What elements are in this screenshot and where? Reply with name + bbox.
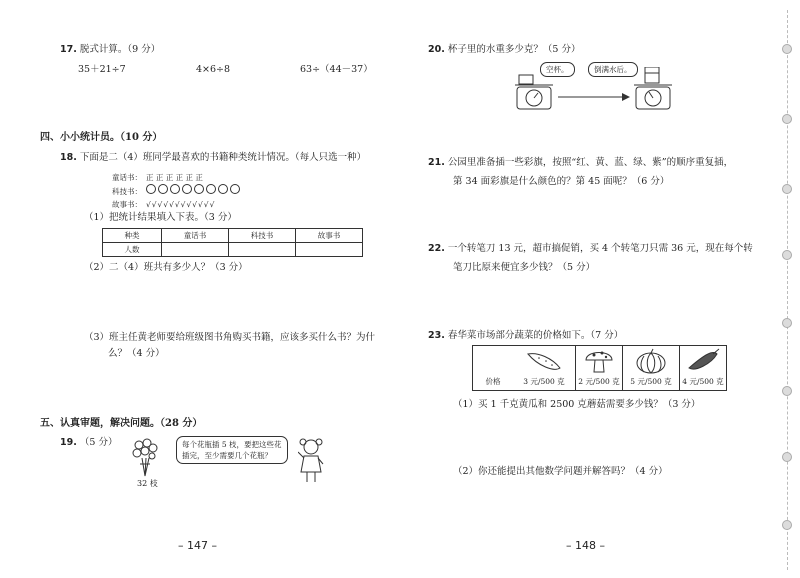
circle-icon	[170, 184, 180, 194]
q18-title-row	[60, 152, 366, 164]
speech-bubble	[176, 436, 288, 464]
circle-icon	[158, 184, 168, 194]
circle-icon	[206, 184, 216, 194]
q18-sub2: （2）二（4）班共有多少人？（3 分）	[84, 262, 248, 273]
q21-line1-row	[428, 157, 733, 169]
q20-title-row	[428, 44, 580, 56]
punch-hole-icon	[782, 318, 792, 328]
page-number: – 147 –	[178, 539, 217, 552]
bubble-line: 插完，至少需要几个花瓶？	[182, 451, 272, 460]
stat-table	[102, 228, 363, 257]
girl-icon	[298, 438, 324, 484]
section5-title: 五、认真审题，解决问题。（28 分）	[40, 418, 203, 429]
q17-expr2: 4×6÷8	[196, 64, 231, 75]
tally-label: 童话书：	[112, 173, 142, 182]
circle-icon	[218, 184, 228, 194]
table-header: 科技书	[229, 229, 296, 243]
q22-line2: 笔刀比原来便宜多少钱？（5 分）	[453, 262, 596, 273]
price-value: 2 元/500 克	[578, 377, 620, 386]
q18-sub3-line1: （3）班主任黄老师要给班级图书角购买书籍，应该多买什么书？为什	[84, 332, 376, 343]
q22-line1: 一个转笔刀 13 元，超市搞促销，买 4 个转笔刀只需 36 元，现在每个转	[447, 243, 753, 254]
tally-marks	[112, 171, 242, 211]
vegetable-cell	[680, 346, 727, 391]
answer-cell[interactable]	[296, 243, 363, 257]
answer-cell[interactable]	[162, 243, 229, 257]
q23-sub1: （1）买 1 千克黄瓜和 2500 克蘑菇需要多少钱？（3 分）	[453, 399, 701, 410]
vegetable-price-table	[472, 345, 727, 391]
punch-hole-icon	[782, 184, 792, 194]
q19-title-row	[60, 437, 117, 449]
tally-row-fairy-tales	[112, 171, 242, 184]
q17-number: 17.	[60, 44, 77, 55]
table-row-label: 人数	[103, 243, 162, 257]
circle-icon	[182, 184, 192, 194]
punch-hole-icon	[782, 452, 792, 462]
tally-label: 科技书：	[112, 186, 142, 196]
q19-number: 19.	[60, 437, 77, 448]
cucumber-icon	[524, 348, 564, 374]
q17-title-row	[60, 44, 160, 56]
answer-cell[interactable]	[229, 243, 296, 257]
q17-expr1: 35＋21÷7	[78, 64, 126, 75]
q17-expr3: 63÷（44－37）	[300, 64, 373, 75]
page-number: – 148 –	[566, 539, 605, 552]
q21-number: 21.	[428, 157, 445, 168]
eggplant-icon	[685, 348, 721, 374]
punch-hole-icon	[782, 250, 792, 260]
q18-title: 下面是二（4）班同学最喜欢的书籍种类统计情况。（每人只选一种）	[79, 152, 367, 163]
vegetable-cell	[623, 346, 680, 391]
price-label-cell	[473, 346, 514, 391]
bubble-line: 每个花瓶插 5 枝，要把这些花	[182, 440, 282, 449]
price-value: 4 元/500 克	[682, 377, 724, 386]
circle-icon	[194, 184, 204, 194]
q22-line1-row	[428, 243, 753, 255]
arrow-right-icon	[558, 92, 632, 102]
q18-number: 18.	[60, 152, 77, 163]
punch-hole-icon	[782, 44, 792, 54]
pumpkin-icon	[634, 348, 668, 374]
scale-empty-cup-icon	[513, 73, 555, 111]
q20-title: 杯子里的水重多少克？（5 分）	[447, 44, 581, 55]
price-value: 5 元/500 克	[630, 377, 672, 386]
flower-bouquet-icon	[130, 438, 160, 478]
punch-hole-icon	[782, 520, 792, 530]
q23-sub2: （2）你还能提出其他数学问题并解答吗？（4 分）	[453, 466, 668, 477]
q18-sub1: （1）把统计结果填入下表。（3 分）	[84, 212, 237, 223]
label-full-cup: 倒满水后。	[588, 62, 638, 77]
table-row	[103, 229, 363, 243]
q22-number: 22.	[428, 243, 445, 254]
right-page	[400, 0, 800, 578]
punch-hole-icon	[782, 386, 792, 396]
tally-label: 故事书：	[112, 200, 142, 209]
table-header: 种类	[103, 229, 162, 243]
q21-line2: 第 34 面彩旗是什么颜色的？第 45 面呢？（6 分）	[453, 176, 670, 187]
q17-title: 脱式计算。（9 分）	[79, 44, 161, 55]
tally-marks-text: 正 正 正 正 正 正	[146, 173, 203, 182]
table-row	[473, 346, 727, 391]
q18-sub3-line2: 么？（4 分）	[108, 348, 165, 359]
tally-marks-text: √√√√√√√√√√√√	[146, 200, 216, 209]
table-row	[103, 243, 363, 257]
section4-title: 四、小小统计员。（10 分）	[40, 132, 163, 143]
mushroom-icon	[582, 348, 616, 374]
q19-points: （5 分）	[79, 437, 118, 448]
vegetable-cell	[576, 346, 623, 391]
label-empty-cup: 空杯。	[540, 62, 575, 77]
table-header: 童话书	[162, 229, 229, 243]
price-label: 价格	[485, 377, 501, 386]
flower-count-label: 32 枝	[137, 479, 158, 488]
binder-line	[787, 10, 789, 570]
vegetable-cell	[513, 346, 576, 391]
circle-marks	[146, 184, 242, 198]
q20-number: 20.	[428, 44, 445, 55]
scale-full-cup-icon	[632, 67, 674, 111]
price-value: 3 元/500 克	[523, 377, 565, 386]
table-header: 故事书	[296, 229, 363, 243]
q21-line1: 公园里准备插一些彩旗，按照“红、黄、蓝、绿、紫”的顺序重复插，	[447, 157, 734, 168]
tally-row-science	[112, 184, 242, 198]
punch-hole-icon	[782, 114, 792, 124]
tally-row-stories	[112, 198, 242, 211]
q23-title: 春华菜市场部分蔬菜的价格如下。（7 分）	[447, 330, 624, 341]
circle-icon	[230, 184, 240, 194]
q23-title-row	[428, 330, 623, 342]
q23-number: 23.	[428, 330, 445, 341]
circle-icon	[146, 184, 156, 194]
